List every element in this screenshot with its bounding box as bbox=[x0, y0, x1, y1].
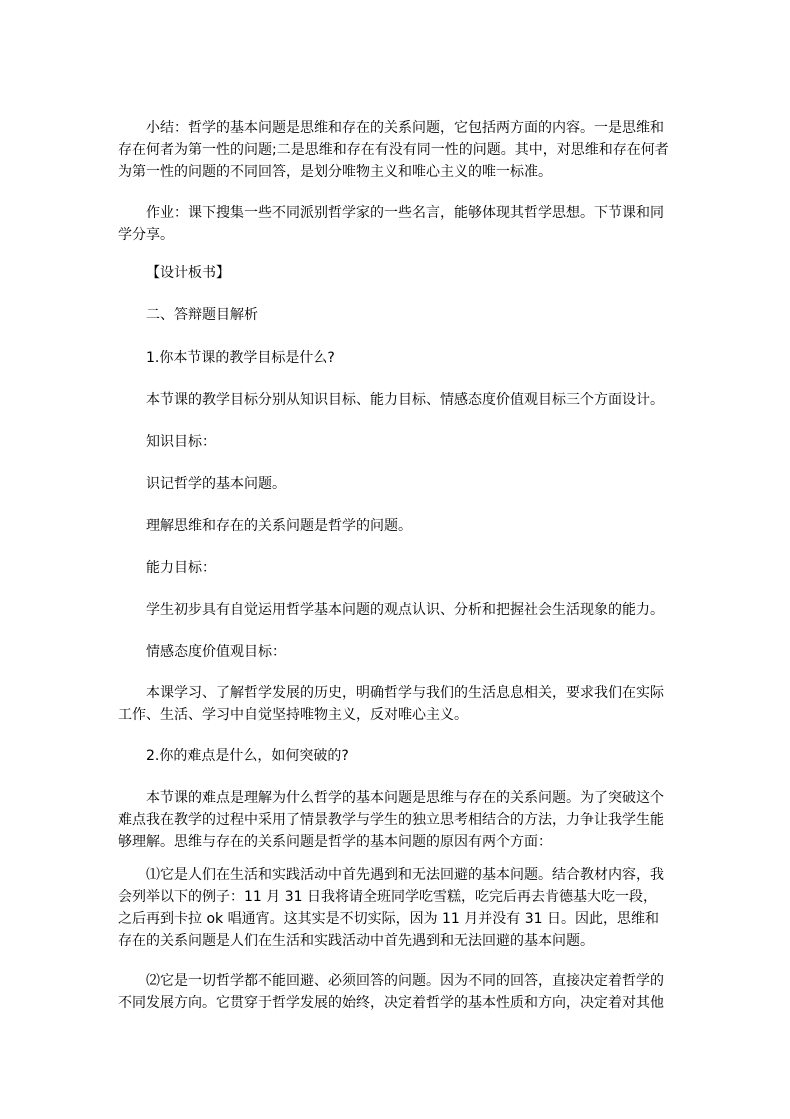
section-heading-defense-analysis: 二、答辩题目解析 bbox=[146, 307, 258, 323]
board-design-heading: 【设计板书】 bbox=[146, 265, 230, 281]
reason-2-paragraph: ⑵它是一切哲学都不能回避、必须回答的问题。因为不同的回答，直接决定着哲学的不同发展方向。它贯穿于哲学发展的始终，决定着哲学的基本性质和方向，决定着对其他 bbox=[118, 973, 664, 1011]
emotion-goal-paragraph: 本课学习、了解哲学发展的历史，明确哲学与我们的生活息息相关，要求我们在实际工作、生活、学习中自觉坚持唯物主义，反对唯心主义。 bbox=[118, 685, 664, 723]
reason-1-paragraph: ⑴它是人们在生活和实践活动中首先遇到和无法回避的基本问题。结合教材内容，我会列举以下的例子：11 月 31 日我将请全班同学吃雪糕，吃完后再去肯德基大吃一段，之后再到卡拉 ok 唱通宵。这其实是不切实际，因为 11 月并没有 31 日。因此，思维和存在的关系问题是人们在生活和实践活动中首先遇到和无法回避的基本问题。 bbox=[118, 867, 664, 949]
summary-paragraph: 小结：哲学的基本问题是思维和存在的关系问题，它包括两方面的内容。一是思维和存在何者为第一性的问题;二是思维和存在有没有同一性的问题。其中，对思维和存在何者为第一性的问题的不同回答，是划分唯物主义和唯心主义的唯一标准。 bbox=[118, 120, 669, 180]
question-1-heading: 1.你本节课的教学目标是什么? bbox=[146, 350, 335, 366]
teaching-goals-paragraph: 本节课的教学目标分别从知识目标、能力目标、情感态度价值观目标三个方面设计。 bbox=[146, 392, 664, 408]
homework-paragraph: 作业：课下搜集一些不同派别哲学家的一些名言，能够体现其哲学思想。下节课和同学分享。 bbox=[118, 205, 664, 243]
knowledge-goal-item-2: 理解思维和存在的关系问题是哲学的问题。 bbox=[146, 518, 412, 534]
difficulty-paragraph: 本节课的难点是理解为什么哲学的基本问题是思维与存在的关系问题。为了突破这个难点我在教学的过程中采用了情景教学与学生的独立思考相结合的方法，力争让我学生能够理解。思维与存在的关系问题是哲学的基本问题的原因有两个方面： bbox=[118, 790, 664, 850]
ability-goal-item: 学生初步具有自觉运用哲学基本问题的观点认识、分析和把握社会生活现象的能力。 bbox=[146, 602, 664, 618]
emotion-goal-label: 情感态度价值观目标： bbox=[146, 644, 286, 660]
question-2-heading: 2.你的难点是什么，如何突破的? bbox=[146, 748, 349, 764]
knowledge-goal-item-1: 识记哲学的基本问题。 bbox=[146, 476, 286, 492]
knowledge-goal-label: 知识目标： bbox=[146, 434, 216, 450]
ability-goal-label: 能力目标： bbox=[146, 560, 216, 576]
